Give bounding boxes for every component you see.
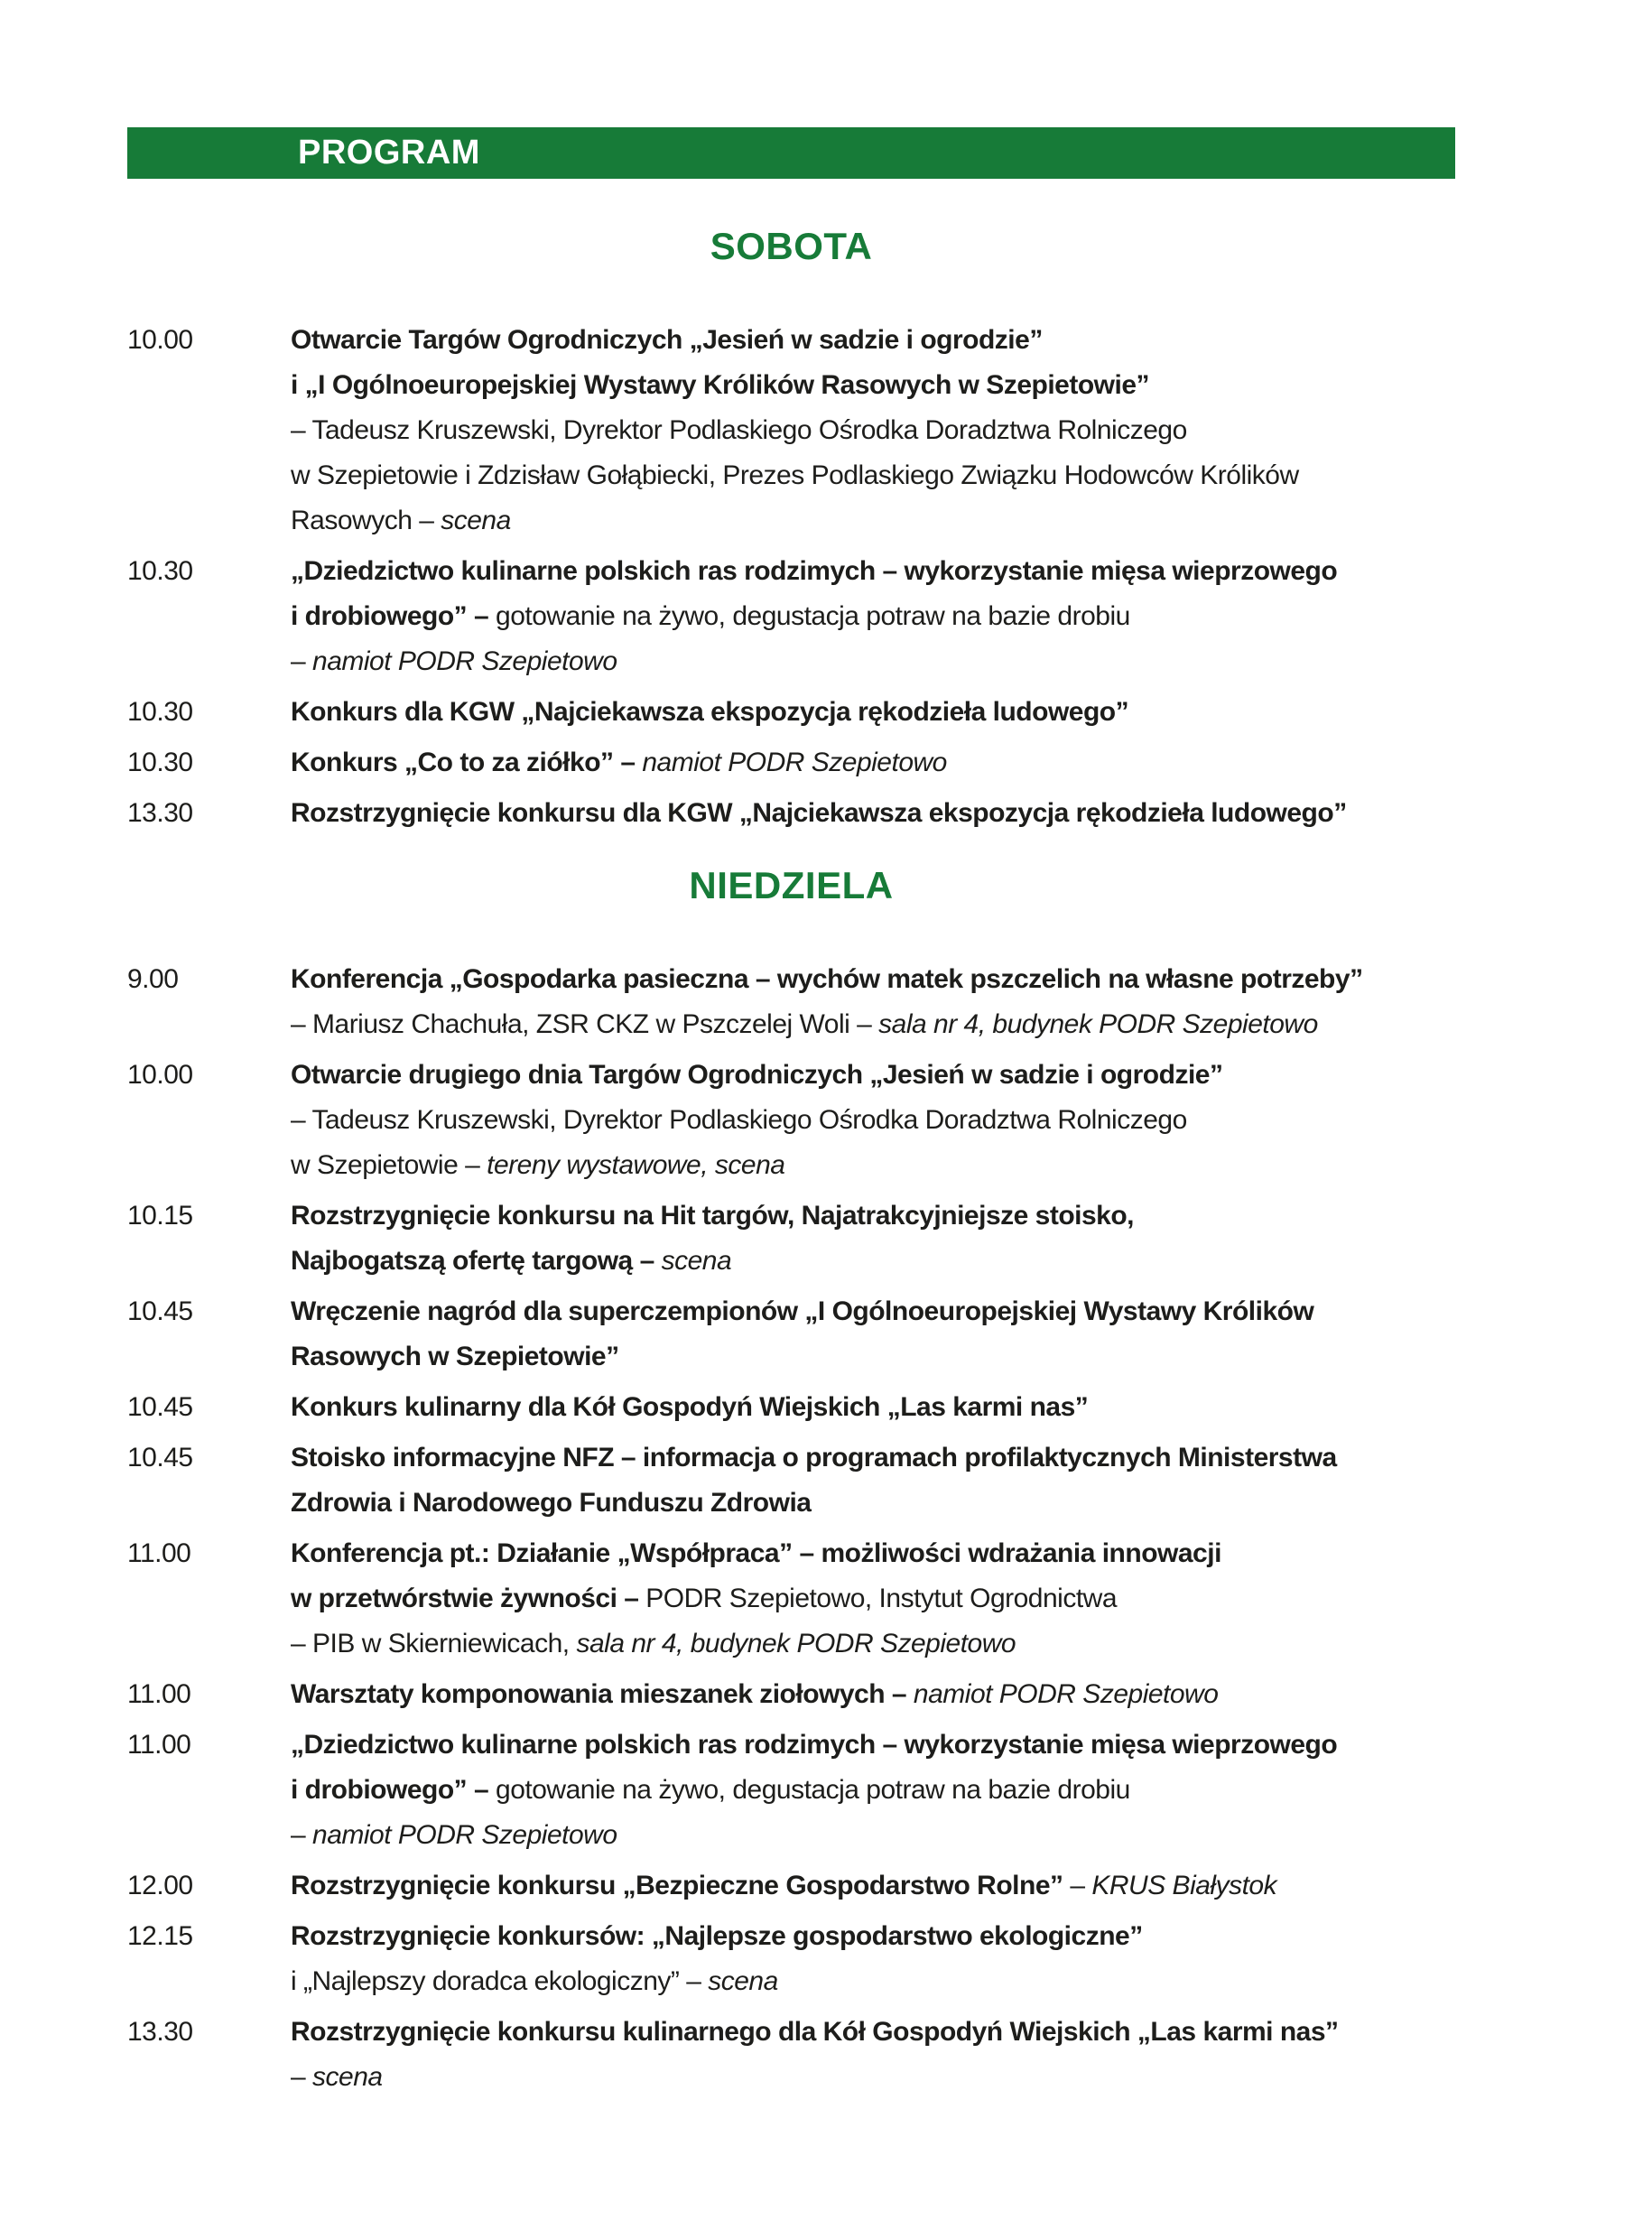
schedule-entry [127,1531,1455,1667]
day-heading-niedziela: NIEDZIELA [689,864,894,906]
entry-line [291,1385,1088,1430]
entry-line [291,1723,1337,1768]
day-heading-sobota: SOBOTA [710,225,873,267]
entry-text-segment: sala nr 4, budynek PODR Szepietowo [878,1009,1318,1039]
entry-text-segment: i drobiowego” – [291,1775,497,1805]
entry-text-segment: Rasowych – [291,506,441,535]
entry-line [291,594,1337,639]
entry-line [291,791,1347,836]
entry-line [291,2055,1339,2100]
entry-text-segment: Wręczenie nagród dla superczempionów „I Ogólnoeuropejskiej Wystawy Królików [291,1296,1314,1326]
entry-time: 10.45 [127,1443,193,1473]
entry-line [291,2010,1339,2055]
entry-line [291,1143,1222,1188]
entry-text-segment: Konferencja „Gospodarka pasieczna – wychów matek pszczelich na własne potrzeby” [291,964,1363,994]
entry-time: 13.30 [127,2017,193,2047]
entry-line [291,1576,1221,1621]
entry-text-segment: scena [661,1246,732,1276]
entry-line [291,1194,1134,1239]
entry-description [291,1289,1313,1380]
entry-line [291,1289,1313,1334]
entry-text-segment: Rozstrzygnięcie konkursu na Hit targów, Najatrakcyjniejsze stoisko, [291,1201,1135,1231]
entry-text-segment: Otwarcie drugiego dnia Targów Ogrodniczych „Jesień w sadzie i ogrodzie” [291,1060,1223,1090]
entries-sobota [127,318,1455,836]
schedule-entry [127,318,1455,543]
entry-text-segment: – [291,1820,313,1850]
entry-text-segment: namiot PODR Szepietowo [312,646,617,676]
entry-line [291,1334,1313,1380]
entry-line [291,639,1337,684]
entry-text-segment: scena [708,1966,778,1996]
entry-line [291,1481,1337,1526]
entry-text-segment: Otwarcie Targów Ogrodniczych „Jesień w sadzie i ogrodzie” [291,325,1043,355]
entry-text-segment: gotowanie na żywo, degustacja potraw na bazie drobiu [496,601,1130,631]
entry-time: 10.30 [127,748,193,777]
entry-text-segment: – [291,646,313,676]
entry-description [291,318,1299,543]
schedule-content [127,179,1455,2100]
entry-text-segment: PODR Szepietowo, Instytut Ogrodnictwa [645,1584,1118,1613]
entry-time: 10.30 [127,556,193,586]
entry-text-segment: „Dziedzictwo kulinarne polskich ras rodzimych – wykorzystanie mięsa wieprzowego [291,556,1338,586]
entry-time: 10.45 [127,1296,193,1326]
entry-text-segment: „Dziedzictwo kulinarne polskich ras rodzimych – wykorzystanie mięsa wieprzowego [291,1730,1338,1760]
entry-line [291,408,1299,453]
schedule-entry [127,1435,1455,1526]
entry-description [291,1672,1218,1717]
entry-time: 13.30 [127,798,193,828]
entry-time: 9.00 [127,964,179,994]
entry-text-segment: Rasowych w Szepietowie” [291,1342,619,1371]
entry-text-segment: Konkurs kulinarny dla Kół Gospodyń Wiejskich „Las karmi nas” [291,1392,1089,1422]
entry-time: 11.00 [127,1538,191,1568]
entry-text-segment: Zdrowia i Narodowego Funduszu Zdrowia [291,1488,812,1518]
entry-description [291,1194,1134,1284]
schedule-entry [127,1723,1455,1858]
entry-line [291,1098,1222,1143]
entry-description [291,1531,1221,1667]
entry-text-segment: – PIB w Skierniewicach, [291,1629,577,1658]
entry-line [291,1531,1221,1576]
entry-line [291,498,1299,543]
entry-line [291,363,1299,408]
schedule-entry [127,957,1455,1047]
entry-description [291,740,947,785]
schedule-entry [127,740,1455,785]
program-title: PROGRAM [298,134,480,172]
entry-text-segment: gotowanie na żywo, degustacja potraw na bazie drobiu [496,1775,1130,1805]
entry-description [291,1435,1337,1526]
entry-description [291,1914,1143,2004]
entry-text-segment: scena [441,506,511,535]
entry-description [291,957,1363,1047]
entry-text-segment: Konferencja pt.: Działanie „Współpraca” – możliwości wdrażania innowacji [291,1538,1221,1568]
schedule-entry [127,690,1455,735]
entry-text-segment: namiot PODR Szepietowo [312,1820,617,1850]
entry-text-segment: Warsztaty komponowania mieszanek ziołowych – [291,1679,914,1709]
entry-text-segment: Rozstrzygnięcie konkursów: „Najlepsze gospodarstwo ekologiczne” [291,1921,1143,1951]
entry-line [291,957,1363,1002]
entry-text-segment: – Tadeusz Kruszewski, Dyrektor Podlaskiego Ośrodka Doradztwa Rolniczego [291,415,1187,445]
entry-text-segment: i „I Ogólnoeuropejskiej Wystawy Królików Rasowych w Szepietowie” [291,370,1150,400]
schedule-entry [127,1863,1455,1909]
entry-text-segment: Najbogatszą ofertę targową – [291,1246,662,1276]
entry-line [291,1002,1363,1047]
entry-line [291,1863,1276,1909]
entry-text-segment: tereny wystawowe, scena [487,1150,785,1180]
entry-description [291,2010,1339,2100]
entry-time: 10.45 [127,1392,193,1422]
entry-description [291,690,1128,735]
schedule-entry [127,1385,1455,1430]
entry-line [291,1621,1221,1667]
entry-line [291,1672,1218,1717]
schedule-entry [127,2010,1455,2100]
entry-text-segment: – [291,2062,313,2092]
entry-line [291,1914,1143,1959]
entry-time: 10.15 [127,1201,193,1231]
entry-time: 10.30 [127,697,193,727]
entry-line [291,318,1299,363]
entry-text-segment: sala nr 4, budynek PODR Szepietowo [576,1629,1016,1658]
entry-text-segment: Rozstrzygnięcie konkursu kulinarnego dla Kół Gospodyń Wiejskich „Las karmi nas” [291,2017,1339,2047]
entry-text-segment: – [1063,1871,1092,1900]
entry-time: 10.00 [127,1060,193,1090]
entry-text-segment: – Mariusz Chachuła, ZSR CKZ w Pszczelej Woli – [291,1009,879,1039]
schedule-entry [127,1194,1455,1284]
entry-text-segment: Rozstrzygnięcie konkursu „Bezpieczne Gospodarstwo Rolne” [291,1871,1063,1900]
entry-time: 11.00 [127,1730,191,1760]
entry-line [291,1813,1337,1858]
entry-line [291,1239,1134,1284]
entry-text-segment: KRUS Białystok [1091,1871,1277,1900]
entry-line [291,549,1337,594]
entry-line [291,1435,1337,1481]
schedule-entry [127,1289,1455,1380]
entry-text-segment: Stoisko informacyjne NFZ – informacja o programach profilaktycznych Ministerstwa [291,1443,1337,1473]
entry-description [291,1053,1222,1188]
program-header-bar [127,127,1455,179]
schedule-entry [127,791,1455,836]
entry-time: 10.00 [127,325,193,355]
entry-line [291,1959,1143,2004]
entries-niedziela [127,957,1455,2100]
entry-description [291,1385,1088,1430]
schedule-entry [127,1914,1455,2004]
entry-text-segment: w przetwórstwie żywności – [291,1584,646,1613]
entry-description [291,1863,1276,1909]
entry-text-segment: scena [312,2062,383,2092]
entry-text-segment: Konkurs dla KGW „Najciekawsza ekspozycja rękodzieła ludowego” [291,697,1129,727]
entry-text-segment: namiot PODR Szepietowo [913,1679,1219,1709]
schedule-entry [127,1672,1455,1717]
entry-line [291,1053,1222,1098]
schedule-entry [127,1053,1455,1188]
entry-line [291,453,1299,498]
entry-description [291,791,1347,836]
entry-text-segment: Rozstrzygnięcie konkursu dla KGW „Najciekawsza ekspozycja rękodzieła ludowego” [291,798,1347,828]
entry-text-segment: w Szepietowie i Zdzisław Gołąbiecki, Prezes Podlaskiego Związku Hodowców Królików [291,460,1299,490]
entry-description [291,549,1337,684]
entry-text-segment: w Szepietowie – [291,1150,487,1180]
entry-description [291,1723,1337,1858]
entry-text-segment: – Tadeusz Kruszewski, Dyrektor Podlaskiego Ośrodka Doradztwa Rolniczego [291,1105,1187,1135]
entry-text-segment: Konkurs „Co to za ziółko” – [291,748,643,777]
entry-text-segment: i drobiowego” – [291,601,497,631]
entry-text-segment: namiot PODR Szepietowo [642,748,947,777]
schedule-entry [127,549,1455,684]
entry-line [291,690,1128,735]
entry-time: 12.15 [127,1921,193,1951]
entry-line [291,1768,1337,1813]
entry-text-segment: i „Najlepszy doradca ekologiczny” – [291,1966,709,1996]
entry-line [291,740,947,785]
entry-time: 11.00 [127,1679,191,1709]
entry-time: 12.00 [127,1871,193,1900]
